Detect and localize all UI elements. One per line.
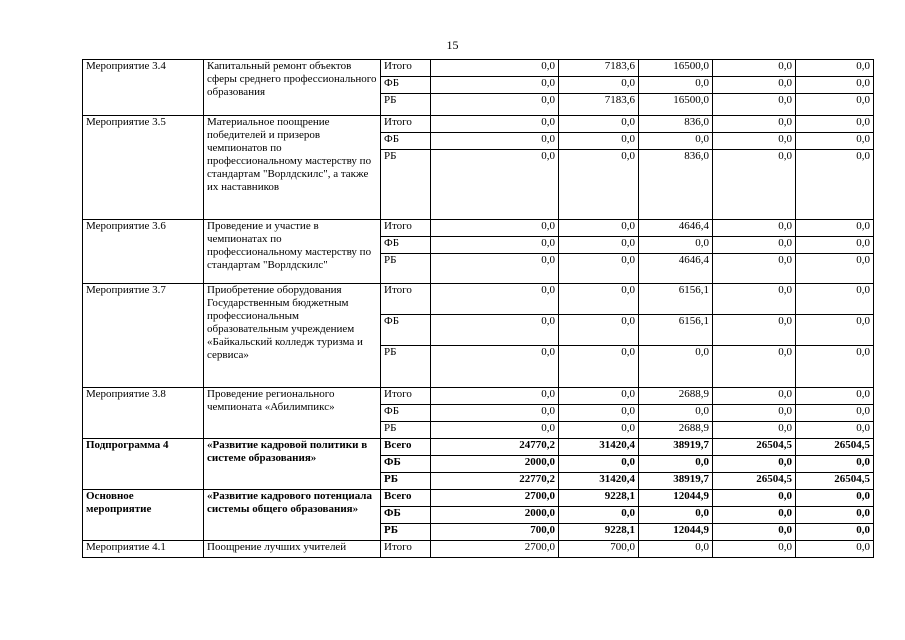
amount-cell: 0,0: [713, 237, 796, 254]
amount-cell: 2688,9: [639, 422, 713, 439]
amount-cell: 0,0: [713, 254, 796, 284]
funding-source-cell: Итого: [381, 220, 431, 237]
amount-cell: 700,0: [559, 541, 639, 558]
measure-name-cell: Мероприятие 4.1: [83, 541, 204, 558]
measure-description-cell: Капитальный ремонт объектов сферы среднего профессионального образования: [204, 60, 381, 116]
amount-cell: 0,0: [796, 284, 874, 315]
amount-cell: 0,0: [796, 490, 874, 507]
amount-cell: 31420,4: [559, 473, 639, 490]
amount-cell: 0,0: [431, 254, 559, 284]
amount-cell: 0,0: [639, 405, 713, 422]
amount-cell: 6156,1: [639, 315, 713, 346]
funding-source-cell: РБ: [381, 150, 431, 220]
amount-cell: 16500,0: [639, 94, 713, 116]
measure-name-cell: Мероприятие 3.8: [83, 388, 204, 439]
funding-source-cell: Итого: [381, 116, 431, 133]
funding-source-cell: ФБ: [381, 507, 431, 524]
page-number: 15: [446, 38, 459, 52]
amount-cell: 0,0: [796, 422, 874, 439]
table-row: [83, 388, 874, 405]
amount-cell: 0,0: [559, 220, 639, 237]
amount-cell: 0,0: [713, 524, 796, 541]
funding-source-cell: РБ: [381, 254, 431, 284]
amount-cell: 0,0: [431, 284, 559, 315]
amount-cell: 0,0: [431, 237, 559, 254]
funding-source-cell: РБ: [381, 346, 431, 388]
amount-cell: 0,0: [431, 315, 559, 346]
funding-source-cell: Всего: [381, 490, 431, 507]
amount-cell: 2000,0: [431, 507, 559, 524]
amount-cell: 0,0: [713, 116, 796, 133]
amount-cell: 9228,1: [559, 490, 639, 507]
funding-source-cell: ФБ: [381, 405, 431, 422]
budget-table: [82, 59, 874, 558]
table-row: [83, 439, 874, 456]
amount-cell: 0,0: [431, 116, 559, 133]
amount-cell: 16500,0: [639, 60, 713, 77]
amount-cell: 0,0: [796, 254, 874, 284]
amount-cell: 0,0: [639, 541, 713, 558]
measure-description-cell: Поощрение лучших учителей: [204, 541, 381, 558]
amount-cell: 0,0: [559, 77, 639, 94]
amount-cell: 26504,5: [713, 473, 796, 490]
amount-cell: 0,0: [713, 220, 796, 237]
amount-cell: 0,0: [639, 237, 713, 254]
funding-source-cell: ФБ: [381, 456, 431, 473]
amount-cell: 31420,4: [559, 439, 639, 456]
amount-cell: 0,0: [713, 284, 796, 315]
amount-cell: 0,0: [713, 507, 796, 524]
amount-cell: 26504,5: [713, 439, 796, 456]
amount-cell: 0,0: [713, 346, 796, 388]
measure-description-cell: Приобретение оборудования Государственным бюджетным профессиональным образовательным учреждением «Байкальский колледж туризма и сервиса»: [204, 284, 381, 388]
amount-cell: 2700,0: [431, 490, 559, 507]
amount-cell: 0,0: [713, 150, 796, 220]
measure-description-cell: Проведение и участие в чемпионатах по профессиональному мастерству по стандартам "Ворлдскилс": [204, 220, 381, 284]
amount-cell: 0,0: [796, 405, 874, 422]
measure-description-cell: «Развитие кадрового потенциала системы общего образования»: [204, 490, 381, 541]
amount-cell: 0,0: [713, 133, 796, 150]
amount-cell: 0,0: [431, 60, 559, 77]
amount-cell: 0,0: [639, 133, 713, 150]
funding-source-cell: Всего: [381, 439, 431, 456]
amount-cell: 0,0: [431, 388, 559, 405]
amount-cell: 836,0: [639, 150, 713, 220]
amount-cell: 0,0: [796, 116, 874, 133]
amount-cell: 0,0: [796, 315, 874, 346]
amount-cell: 4646,4: [639, 220, 713, 237]
funding-source-cell: РБ: [381, 422, 431, 439]
amount-cell: 0,0: [796, 346, 874, 388]
table-row: [83, 220, 874, 237]
amount-cell: 0,0: [559, 284, 639, 315]
amount-cell: 0,0: [713, 94, 796, 116]
amount-cell: 0,0: [796, 456, 874, 473]
amount-cell: 0,0: [639, 77, 713, 94]
amount-cell: 836,0: [639, 116, 713, 133]
amount-cell: 26504,5: [796, 473, 874, 490]
amount-cell: 0,0: [796, 60, 874, 77]
funding-source-cell: РБ: [381, 524, 431, 541]
measure-name-cell: Мероприятие 3.4: [83, 60, 204, 116]
amount-cell: 4646,4: [639, 254, 713, 284]
amount-cell: 0,0: [713, 422, 796, 439]
table-row: [83, 116, 874, 133]
amount-cell: 9228,1: [559, 524, 639, 541]
amount-cell: 0,0: [431, 94, 559, 116]
amount-cell: 0,0: [559, 507, 639, 524]
amount-cell: 0,0: [796, 77, 874, 94]
amount-cell: 38919,7: [639, 439, 713, 456]
measure-name-cell: Мероприятие 3.5: [83, 116, 204, 220]
measure-description-cell: «Развитие кадровой политики в системе образования»: [204, 439, 381, 490]
amount-cell: 0,0: [713, 490, 796, 507]
amount-cell: 12044,9: [639, 524, 713, 541]
amount-cell: 0,0: [559, 116, 639, 133]
funding-source-cell: ФБ: [381, 133, 431, 150]
amount-cell: 0,0: [559, 150, 639, 220]
funding-source-cell: Итого: [381, 541, 431, 558]
funding-source-cell: Итого: [381, 388, 431, 405]
table-row: [83, 60, 874, 77]
measure-name-cell: Мероприятие 3.7: [83, 284, 204, 388]
budget-table-body: [83, 60, 874, 558]
amount-cell: 0,0: [639, 456, 713, 473]
measure-name-cell: Мероприятие 3.6: [83, 220, 204, 284]
amount-cell: 0,0: [559, 133, 639, 150]
amount-cell: 7183,6: [559, 60, 639, 77]
amount-cell: 2688,9: [639, 388, 713, 405]
table-row: [83, 284, 874, 315]
amount-cell: 24770,2: [431, 439, 559, 456]
amount-cell: 0,0: [639, 346, 713, 388]
amount-cell: 0,0: [796, 507, 874, 524]
amount-cell: 0,0: [559, 346, 639, 388]
amount-cell: 0,0: [431, 346, 559, 388]
amount-cell: 0,0: [559, 422, 639, 439]
measure-description-cell: Материальное поощрение победителей и призеров чемпионатов по профессиональному мастерству по стандартам "Ворлдскилс", а также их наставников: [204, 116, 381, 220]
amount-cell: 22770,2: [431, 473, 559, 490]
amount-cell: 12044,9: [639, 490, 713, 507]
amount-cell: 0,0: [559, 405, 639, 422]
amount-cell: 2700,0: [431, 541, 559, 558]
amount-cell: 0,0: [431, 220, 559, 237]
table-row: [83, 490, 874, 507]
funding-source-cell: ФБ: [381, 77, 431, 94]
amount-cell: 0,0: [559, 388, 639, 405]
amount-cell: 0,0: [559, 237, 639, 254]
amount-cell: 0,0: [559, 456, 639, 473]
amount-cell: 0,0: [713, 315, 796, 346]
amount-cell: 0,0: [796, 220, 874, 237]
table-row: [83, 541, 874, 558]
amount-cell: 0,0: [431, 405, 559, 422]
amount-cell: 0,0: [796, 388, 874, 405]
amount-cell: 0,0: [796, 237, 874, 254]
amount-cell: 0,0: [713, 60, 796, 77]
amount-cell: 7183,6: [559, 94, 639, 116]
amount-cell: 0,0: [713, 77, 796, 94]
amount-cell: 26504,5: [796, 439, 874, 456]
amount-cell: 0,0: [639, 507, 713, 524]
funding-source-cell: ФБ: [381, 315, 431, 346]
amount-cell: 0,0: [559, 254, 639, 284]
amount-cell: 0,0: [713, 456, 796, 473]
funding-source-cell: Итого: [381, 60, 431, 77]
amount-cell: 0,0: [796, 133, 874, 150]
amount-cell: 0,0: [796, 541, 874, 558]
amount-cell: 6156,1: [639, 284, 713, 315]
funding-source-cell: ФБ: [381, 237, 431, 254]
measure-description-cell: Проведение регионального чемпионата «Абилимпикс»: [204, 388, 381, 439]
amount-cell: 0,0: [713, 541, 796, 558]
amount-cell: 0,0: [431, 133, 559, 150]
funding-source-cell: Итого: [381, 284, 431, 315]
funding-source-cell: РБ: [381, 94, 431, 116]
amount-cell: 0,0: [796, 150, 874, 220]
amount-cell: 0,0: [431, 150, 559, 220]
amount-cell: 700,0: [431, 524, 559, 541]
amount-cell: 38919,7: [639, 473, 713, 490]
funding-source-cell: РБ: [381, 473, 431, 490]
amount-cell: 0,0: [559, 315, 639, 346]
amount-cell: 0,0: [796, 524, 874, 541]
amount-cell: 0,0: [796, 94, 874, 116]
measure-name-cell: Подпрограмма 4: [83, 439, 204, 490]
amount-cell: 0,0: [713, 388, 796, 405]
amount-cell: 0,0: [713, 405, 796, 422]
amount-cell: 2000,0: [431, 456, 559, 473]
measure-name-cell: Основное мероприятие: [83, 490, 204, 541]
amount-cell: 0,0: [431, 77, 559, 94]
amount-cell: 0,0: [431, 422, 559, 439]
